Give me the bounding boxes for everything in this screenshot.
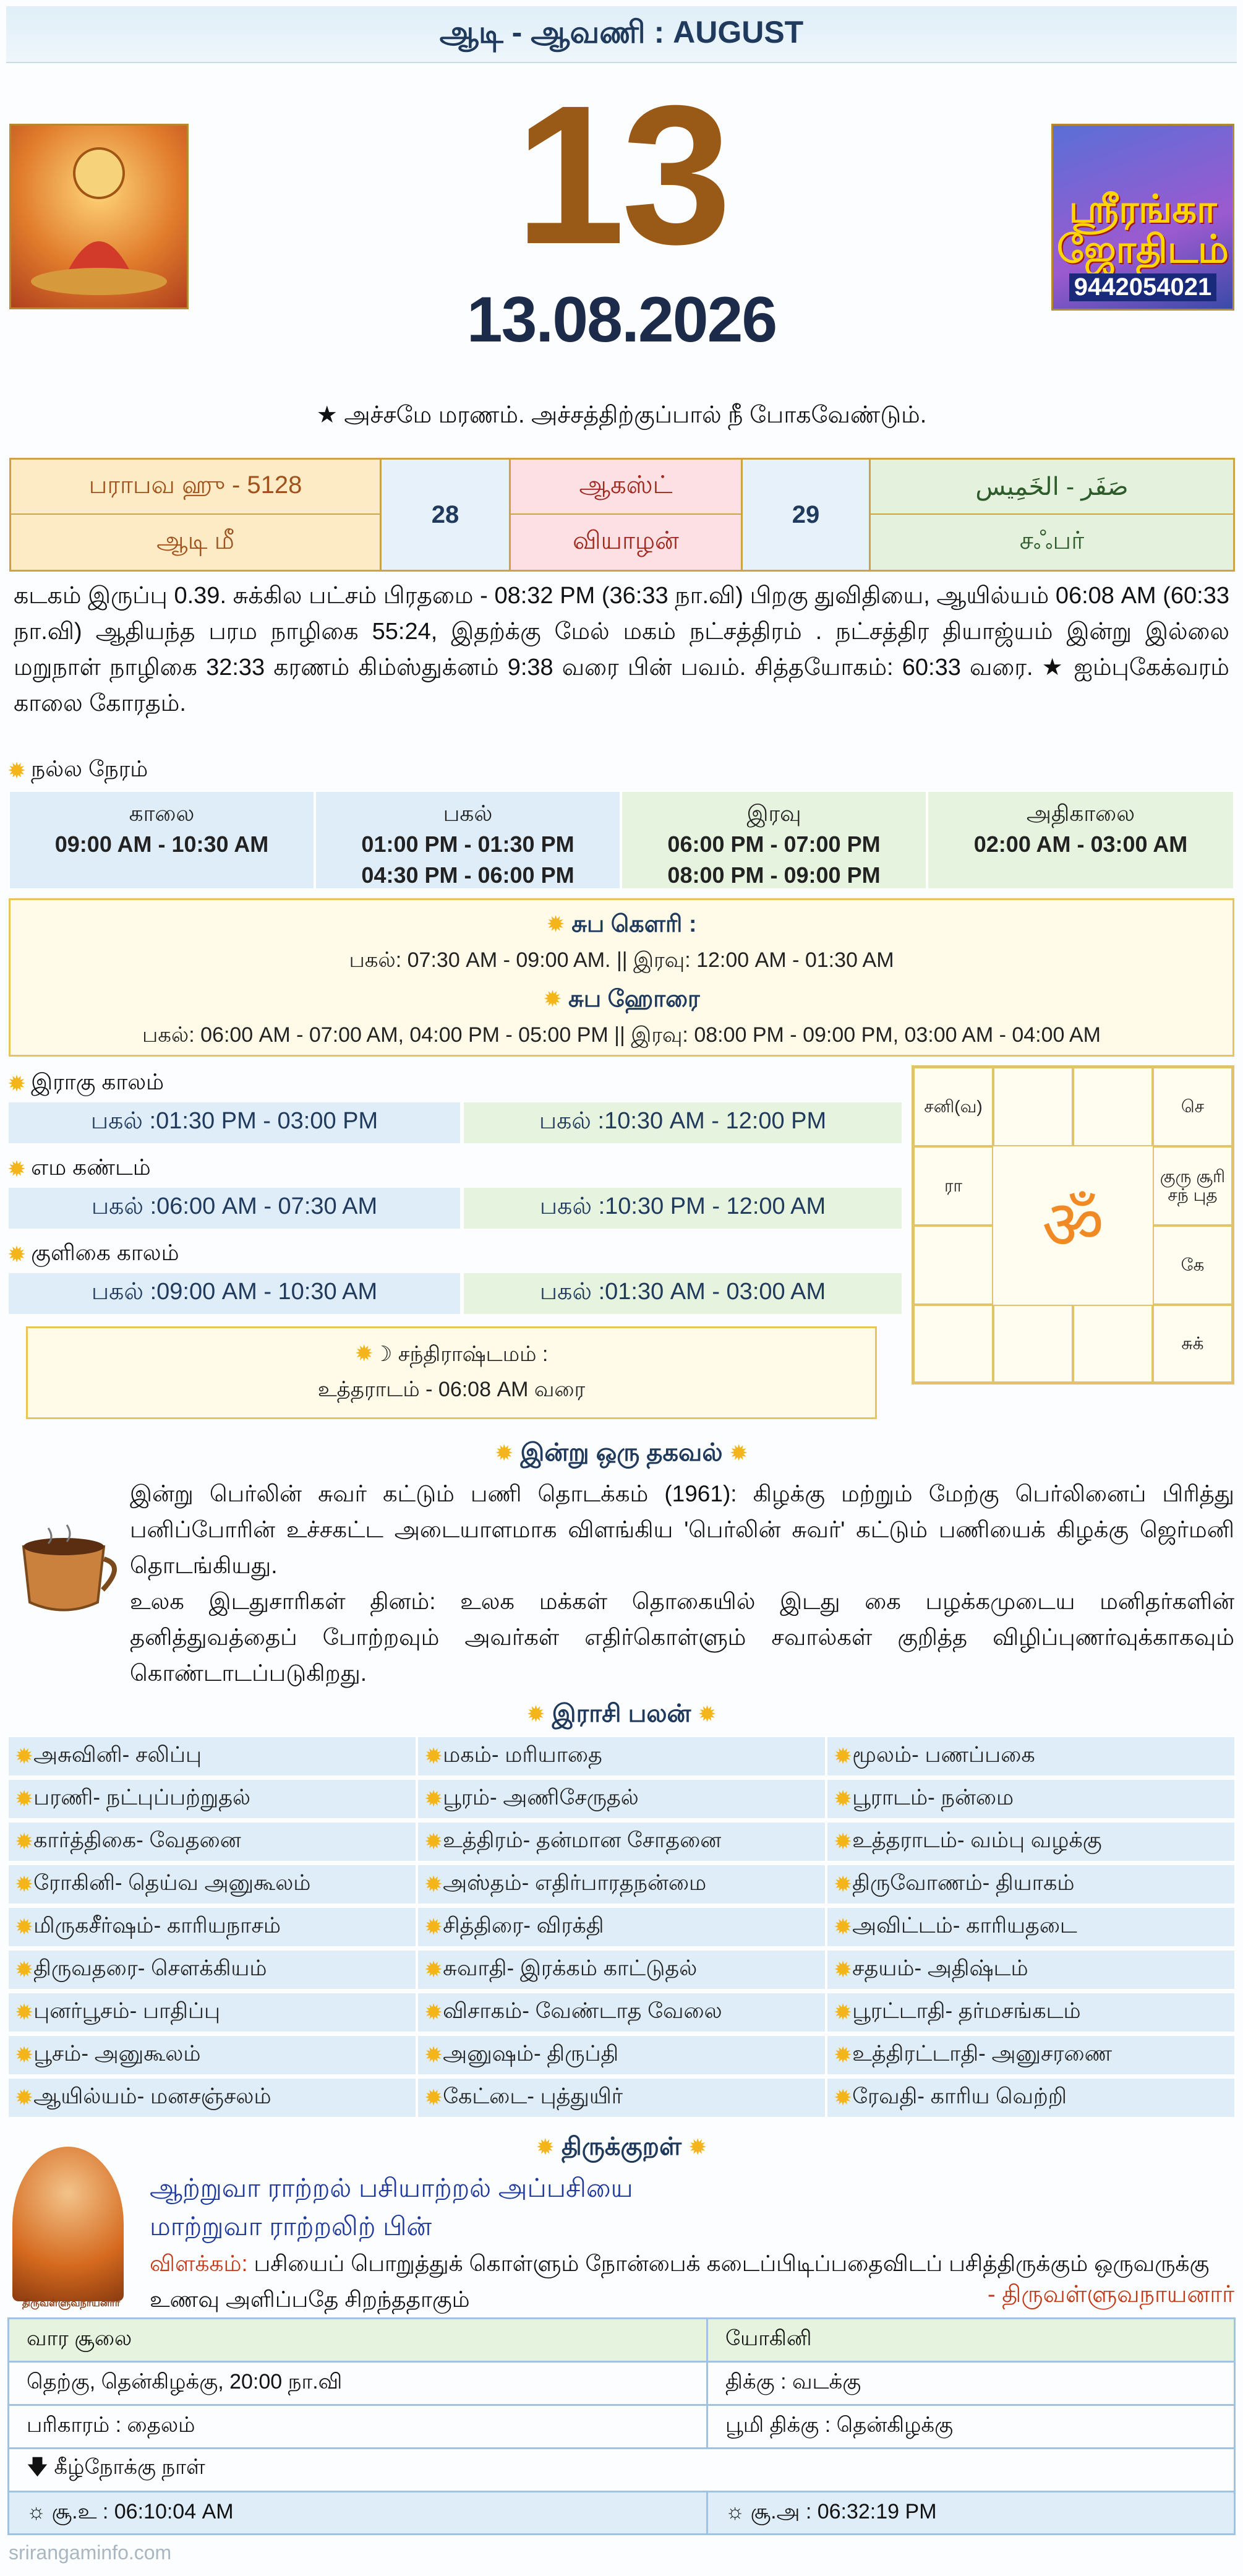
hora-times: பகல்: 06:00 AM - 07:00 AM, 04:00 PM - 05:00 PM || இரவு: 08:00 PM - 09:00 PM, 03:00 AM - 04:00 AM: [142, 1023, 1101, 1047]
chandrashtamam-heading: [28, 1341, 875, 1369]
star-icon: ✹: [546, 911, 565, 937]
star-icon: ✹: [495, 1440, 514, 1466]
kural-heading: [0, 2133, 1243, 2164]
rahu-heading: [7, 1069, 164, 1098]
chart-house: [913, 1305, 993, 1383]
rasi-text: பூரட்டாதி- தர்மசங்கடம்: [852, 1999, 1081, 2023]
daily-quote: ★ அச்சமே மரணம். அச்சத்திற்குப்பால் நீ போகவேண்டும்.: [316, 402, 927, 428]
kural-line-1: ஆற்றுவா ராற்றல் பசியாற்றல் அப்பசியை: [150, 2173, 633, 2202]
rasi-text: உத்தராடம்- வம்பு வழக்கு: [852, 1828, 1102, 1852]
page-header: [6, 6, 1237, 63]
explanation-text: பசியைப் பொறுத்துக் கொள்ளும் நோன்பைக் கடைப்பிடிப்பதைவிடப் பசித்திருக்கும் ஒருவருக்கு உணவு அளிப்பதே சிறந்ததாகும்: [150, 2251, 1210, 2312]
rasi-text: கேட்டை- புத்துயிர்: [443, 2084, 623, 2108]
hora-heading: [11, 986, 1232, 1016]
rahu-night: பகல் :10:30 AM - 12:00 PM: [464, 1102, 902, 1143]
rasi-cell: [7, 1736, 417, 1777]
sunset-time: ☼ சூ.அ : 06:32:19 PM: [708, 2492, 1234, 2533]
islamic-month-tamil: சஃபர்: [871, 515, 1233, 570]
rasi-cell: [417, 1992, 826, 2033]
chart-house: சனி(வ): [913, 1067, 993, 1146]
slot-label: பகல்: [443, 801, 493, 826]
direction-day: 🡇 கீழ்நோக்கு நாள்: [9, 2449, 1234, 2492]
rasi-text: மூலம்- பணப்பகை: [852, 1743, 1035, 1767]
info-para-2: உலக இடதுசாரிகள் தினம்: உலக மக்கள் தொகையில் இடது கை பழக்கமுடைய மனிதர்களின் தனித்துவத்தைப் போற்றவும் அவர்கள் எதிர்கொள்ளும் சவால்கள் குறித்த விழிப்புணர்வுக்காகவும் கொண்டாடப்படுகிறது.: [130, 1589, 1234, 1686]
slot-time: 09:00 AM - 10:30 AM: [54, 831, 269, 857]
star-icon: ✹: [834, 2042, 853, 2067]
explanation-label: விளக்கம்:: [150, 2251, 248, 2276]
rasi-text: பூசம்- அனுகூலம்: [33, 2041, 201, 2066]
rasi-text: திருவோணம்- தியாகம்: [852, 1871, 1075, 1895]
yogini-value: திக்கு : வடக்கு: [708, 2363, 1234, 2406]
kuligai-heading: [7, 1240, 179, 1269]
info-title: இன்று ஒரு தகவல்: [520, 1439, 723, 1466]
islamic-date: 29: [741, 460, 871, 570]
rasi-cell: [7, 1821, 417, 1862]
calendar-grid: [9, 458, 1235, 572]
rasi-cell: [417, 2077, 826, 2118]
rasi-cell: [826, 1821, 1236, 1862]
rasi-text: உத்திரட்டாதி- அனுசரணை: [852, 2041, 1113, 2066]
slot-time: 01:00 PM - 01:30 PM: [361, 831, 575, 857]
rasi-chart: [912, 1065, 1234, 1385]
rasi-cell: [7, 1864, 417, 1905]
weekday: வியாழன்: [511, 515, 741, 570]
bottom-table: [7, 2317, 1236, 2535]
chart-house: [913, 1226, 993, 1305]
chart-house: கே: [1153, 1226, 1232, 1305]
star-icon: ✹: [834, 2085, 853, 2110]
star-icon: ✹: [15, 1914, 34, 1939]
star-icon: ✹: [688, 2134, 707, 2160]
star-icon: ✹: [536, 2134, 555, 2160]
star-icon: ✹: [15, 1743, 34, 1769]
gowri-title: சுப கௌரி :: [571, 911, 697, 937]
rasi-cell: [7, 1907, 417, 1947]
star-icon: ✹: [424, 2042, 443, 2067]
star-icon: ✹: [15, 1871, 34, 1897]
rasi-text: புனர்பூசம்- பாதிப்பு: [33, 1999, 221, 2023]
tamil-date: 28: [380, 460, 511, 570]
chart-house: ரா: [913, 1146, 993, 1226]
rasi-cell: [7, 1949, 417, 1990]
chart-house: [1073, 1067, 1153, 1146]
yogini-label: யோகினி: [708, 2319, 1234, 2363]
rasi-cell: [7, 1992, 417, 2033]
rasi-text: சதயம்- அதிஷ்டம்: [852, 1956, 1028, 1980]
hora-title: சுப ஹோரை: [568, 986, 700, 1012]
star-icon: ✹: [424, 1957, 443, 1982]
star-icon: ✹: [424, 1829, 443, 1854]
gowri-heading: [11, 911, 1232, 941]
chart-house: சுக்: [1153, 1305, 1232, 1383]
slot-time: 02:00 AM - 03:00 AM: [973, 831, 1188, 857]
chandrashtamam-box: [26, 1326, 877, 1419]
month-title: ஆடி - ஆவணி : AUGUST: [439, 14, 804, 49]
kural-couplet: [150, 2169, 633, 2246]
chart-house: குரு சூரி சந் புத: [1153, 1146, 1232, 1226]
star-icon: ✹: [7, 1156, 27, 1182]
star-icon: ✹: [834, 1743, 853, 1769]
star-icon: ✹: [729, 1440, 748, 1466]
nalla-neram-early-morning: [927, 791, 1234, 890]
rasi-text: அவிட்டம்- காரியதடை: [852, 1913, 1077, 1938]
site-footer: srirangaminfo.com: [9, 2541, 172, 2564]
english-month: ஆகஸ்ட்: [511, 460, 741, 515]
day-number: 13: [515, 64, 728, 285]
rasi-cell: [417, 2035, 826, 2076]
rasi-cell: [826, 1949, 1236, 1990]
rasi-text: ஆயில்யம்- மனசஞ்சலம்: [33, 2084, 271, 2108]
chart-house: [993, 1305, 1073, 1383]
star-icon: ✹: [7, 1070, 27, 1096]
bhoomi-value: பூமி திக்கு : தென்கிழக்கு: [708, 2406, 1234, 2449]
star-icon: ✹: [424, 1786, 443, 1811]
rasi-cell: [7, 2035, 417, 2076]
star-icon: ✹: [15, 2085, 34, 2110]
rasi-cell: [826, 1992, 1236, 2033]
yama-night: பகல் :10:30 PM - 12:00 AM: [464, 1188, 902, 1229]
rasi-cell: [826, 1864, 1236, 1905]
nalla-neram-heading: [7, 756, 148, 785]
sunrise-time: ☼ சூ.உ : 06:10:04 AM: [9, 2492, 708, 2533]
star-icon: ✹: [424, 1999, 443, 2025]
rasi-cell: [417, 1864, 826, 1905]
rasi-cell: [826, 1736, 1236, 1777]
rasi-text: பரணி- நட்புப்பற்றுதல்: [33, 1785, 251, 1810]
star-icon: ✹: [424, 2085, 443, 2110]
kuligai-day: பகல் :09:00 AM - 10:30 AM: [9, 1273, 460, 1314]
rasi-cell: [826, 1907, 1236, 1947]
slot-label: காலை: [129, 801, 195, 826]
info-para-1: இன்று பெர்லின் சுவர் கட்டும் பணி தொடக்கம் (1961): கிழக்கு மற்றும் மேற்கு பெர்லினைப் பிரித்து பனிப்போரின் உச்சகட்ட அடையாளமாக விளங்கிய 'பெர்லின் சுவர்' கட்டும் பணியைக் கிழக்கு ஜெர்மனி தொடங்கியது.: [130, 1481, 1234, 1578]
nalla-neram-afternoon: [315, 791, 621, 890]
info-heading: [0, 1439, 1243, 1470]
star-icon: ✹: [424, 1871, 443, 1897]
star-icon: ✹: [424, 1914, 443, 1939]
soolam-value: தெற்கு, தென்கிழக்கு, 20:00 நா.வி: [9, 2363, 708, 2406]
rasi-cell: [417, 1907, 826, 1947]
star-icon: ✹: [834, 1957, 853, 1982]
full-date: 13.08.2026: [466, 284, 777, 356]
slot-time: 04:30 PM - 06:00 PM: [361, 862, 575, 888]
rahu-day: பகல் :01:30 PM - 03:00 PM: [9, 1102, 460, 1143]
rasi-text: அனுஷம்- திருப்தி: [443, 2041, 619, 2066]
rasi-text: அசுவினி- சலிப்பு: [33, 1743, 202, 1767]
logo-phone: 9442054021: [1069, 273, 1216, 301]
om-center-icon: ॐ: [1041, 1187, 1104, 1263]
star-icon: ✹: [834, 1829, 853, 1854]
gowri-times: பகல்: 07:30 AM - 09:00 AM. || இரவு: 12:00 AM - 01:30 AM: [349, 948, 894, 972]
star-icon: ✹: [15, 1957, 34, 1982]
tamil-year: பராபவ ஹு - 5128: [11, 460, 380, 515]
rasi-heading: [0, 1700, 1243, 1731]
sage-caption: திருவள்ளுவநாயனார்: [22, 2298, 121, 2309]
rasi-text: உத்திரம்- தன்மான சோதனை: [443, 1828, 722, 1852]
star-icon: ✹: [834, 1999, 853, 2025]
rasi-text: ரேவதி- காரிய வெற்றி: [852, 2084, 1067, 2108]
rasi-text: சித்திரை- விரக்தி: [443, 1913, 604, 1938]
rasi-cell: [826, 2077, 1236, 2118]
chandrashtamam-value: உத்தராடம் - 06:08 AM வரை: [317, 1378, 586, 1401]
soolam-label: வார சூலை: [9, 2319, 708, 2363]
rasi-text: சுவாதி- இரக்கம் காட்டுதல்: [443, 1956, 698, 1980]
star-icon: ✹: [834, 1914, 853, 1939]
tamil-month: ஆடி மீ: [11, 515, 380, 570]
yama-heading: [7, 1154, 151, 1183]
rasi-cell: [7, 2077, 417, 2118]
star-icon: ✹: [543, 986, 562, 1011]
nalla-neram-night: [621, 791, 927, 890]
kural-title: திருக்குறள்: [561, 2133, 682, 2160]
slot-label: அதிகாலை: [1026, 801, 1135, 826]
kuligai-title: குளிகை காலம்: [31, 1240, 179, 1265]
subha-box: [9, 898, 1234, 1057]
pariharam-value: பரிகாரம் : தைலம்: [9, 2406, 708, 2449]
rasi-cell: [7, 1779, 417, 1819]
slot-label: இரவு: [746, 801, 801, 826]
rasi-cell: [826, 2035, 1236, 2076]
rasi-cell: [417, 1949, 826, 1990]
rasi-cell: [826, 1779, 1236, 1819]
kural-line-2: மாற்றுவா ராற்றலிற் பின்: [150, 2212, 432, 2241]
rasi-title: இராசி பலன்: [552, 1700, 691, 1727]
slot-time: 08:00 PM - 09:00 PM: [667, 862, 881, 888]
rasi-cell: [417, 1779, 826, 1819]
rasi-text: விசாகம்- வேண்டாத வேலை: [443, 1999, 722, 2023]
star-icon: ✹: [698, 1701, 717, 1727]
yama-day: பகல் :06:00 AM - 07:30 AM: [9, 1188, 460, 1229]
rasi-text: கார்த்திகை- வேதனை: [33, 1828, 241, 1852]
rasi-text: திருவதரை- சௌக்கியம்: [33, 1956, 267, 1980]
chandrashtamam-title: ☽ சந்திராஷ்டமம் :: [373, 1342, 549, 1366]
rasi-cell: [417, 1736, 826, 1777]
logo-line2: ஜோதிடம்: [1056, 228, 1229, 271]
chart-house: [1073, 1305, 1153, 1383]
logo-line1: ஸ்ரீரங்கா: [1069, 187, 1217, 231]
star-icon: ✹: [7, 1241, 27, 1267]
star-icon: ✹: [15, 1786, 34, 1811]
nalla-neram-morning: [9, 791, 315, 890]
star-icon: ✹: [834, 1786, 853, 1811]
islamic-month-arabic: صَفَر - الخَمِيس: [871, 460, 1233, 515]
rasi-cell: [417, 1821, 826, 1862]
nalla-neram-title: நல்ல நேரம்: [31, 756, 148, 781]
kural-author: - திருவள்ளுவநாயனார்: [988, 2282, 1234, 2308]
rasi-text: மிருகசீர்ஷம்- காரியநாசம்: [33, 1913, 281, 1938]
yama-title: எம கண்டம்: [31, 1154, 151, 1180]
rasi-text: ரோகினி- தெய்வ அனுகூலம்: [33, 1871, 311, 1895]
rasi-text: அஸ்தம்- எதிர்பாரதநன்மை: [443, 1871, 707, 1895]
kuligai-night: பகல் :01:30 AM - 03:00 AM: [464, 1273, 902, 1314]
star-icon: ✹: [15, 2042, 34, 2067]
chart-house: [993, 1067, 1073, 1146]
star-icon: ✹: [354, 1341, 374, 1366]
chart-house: செ: [1153, 1067, 1232, 1146]
rasi-text: பூரம்- அணிசேருதல்: [443, 1785, 639, 1810]
rahu-title: இராகு காலம்: [31, 1069, 164, 1094]
star-icon: ✹: [15, 1829, 34, 1854]
rasi-text: பூராடம்- நன்மை: [852, 1785, 1014, 1810]
star-icon: ✹: [15, 1999, 34, 2025]
rasi-text: மகம்- மரியாதை: [443, 1743, 602, 1767]
slot-time: 06:00 PM - 07:00 PM: [667, 831, 881, 857]
star-icon: ✹: [7, 757, 27, 783]
star-icon: ✹: [424, 1743, 443, 1769]
tea-cup-icon: [11, 1522, 129, 1621]
panchangam-text: கடகம் இருப்பு 0.39. சுக்கில பட்சம் பிரதமை - 08:32 PM (36:33 நா.வி) பிறகு துவிதியை, ஆயில்யம் 06:08 AM (60:33 நா.வி) ஆதியந்த பரம நாழிகை 55:24, இதற்க்கு மேல் மகம் நட்சத்திரம் . நட்சத்திர தியாஜ்யம் இன்று இல்லை மறுநாள் நாழிகை 32:33 கரணம் கிம்ஸ்துக்னம் 9:38 வரை பின் பவம். சித்தயோகம்: 60:33 வரை. ★ ஐம்புகேக்வரம் காலை கோரதம்.: [14, 583, 1229, 716]
thiruvalluvar-image: [12, 2147, 124, 2301]
star-icon: ✹: [526, 1701, 545, 1727]
star-icon: ✹: [834, 1871, 853, 1897]
